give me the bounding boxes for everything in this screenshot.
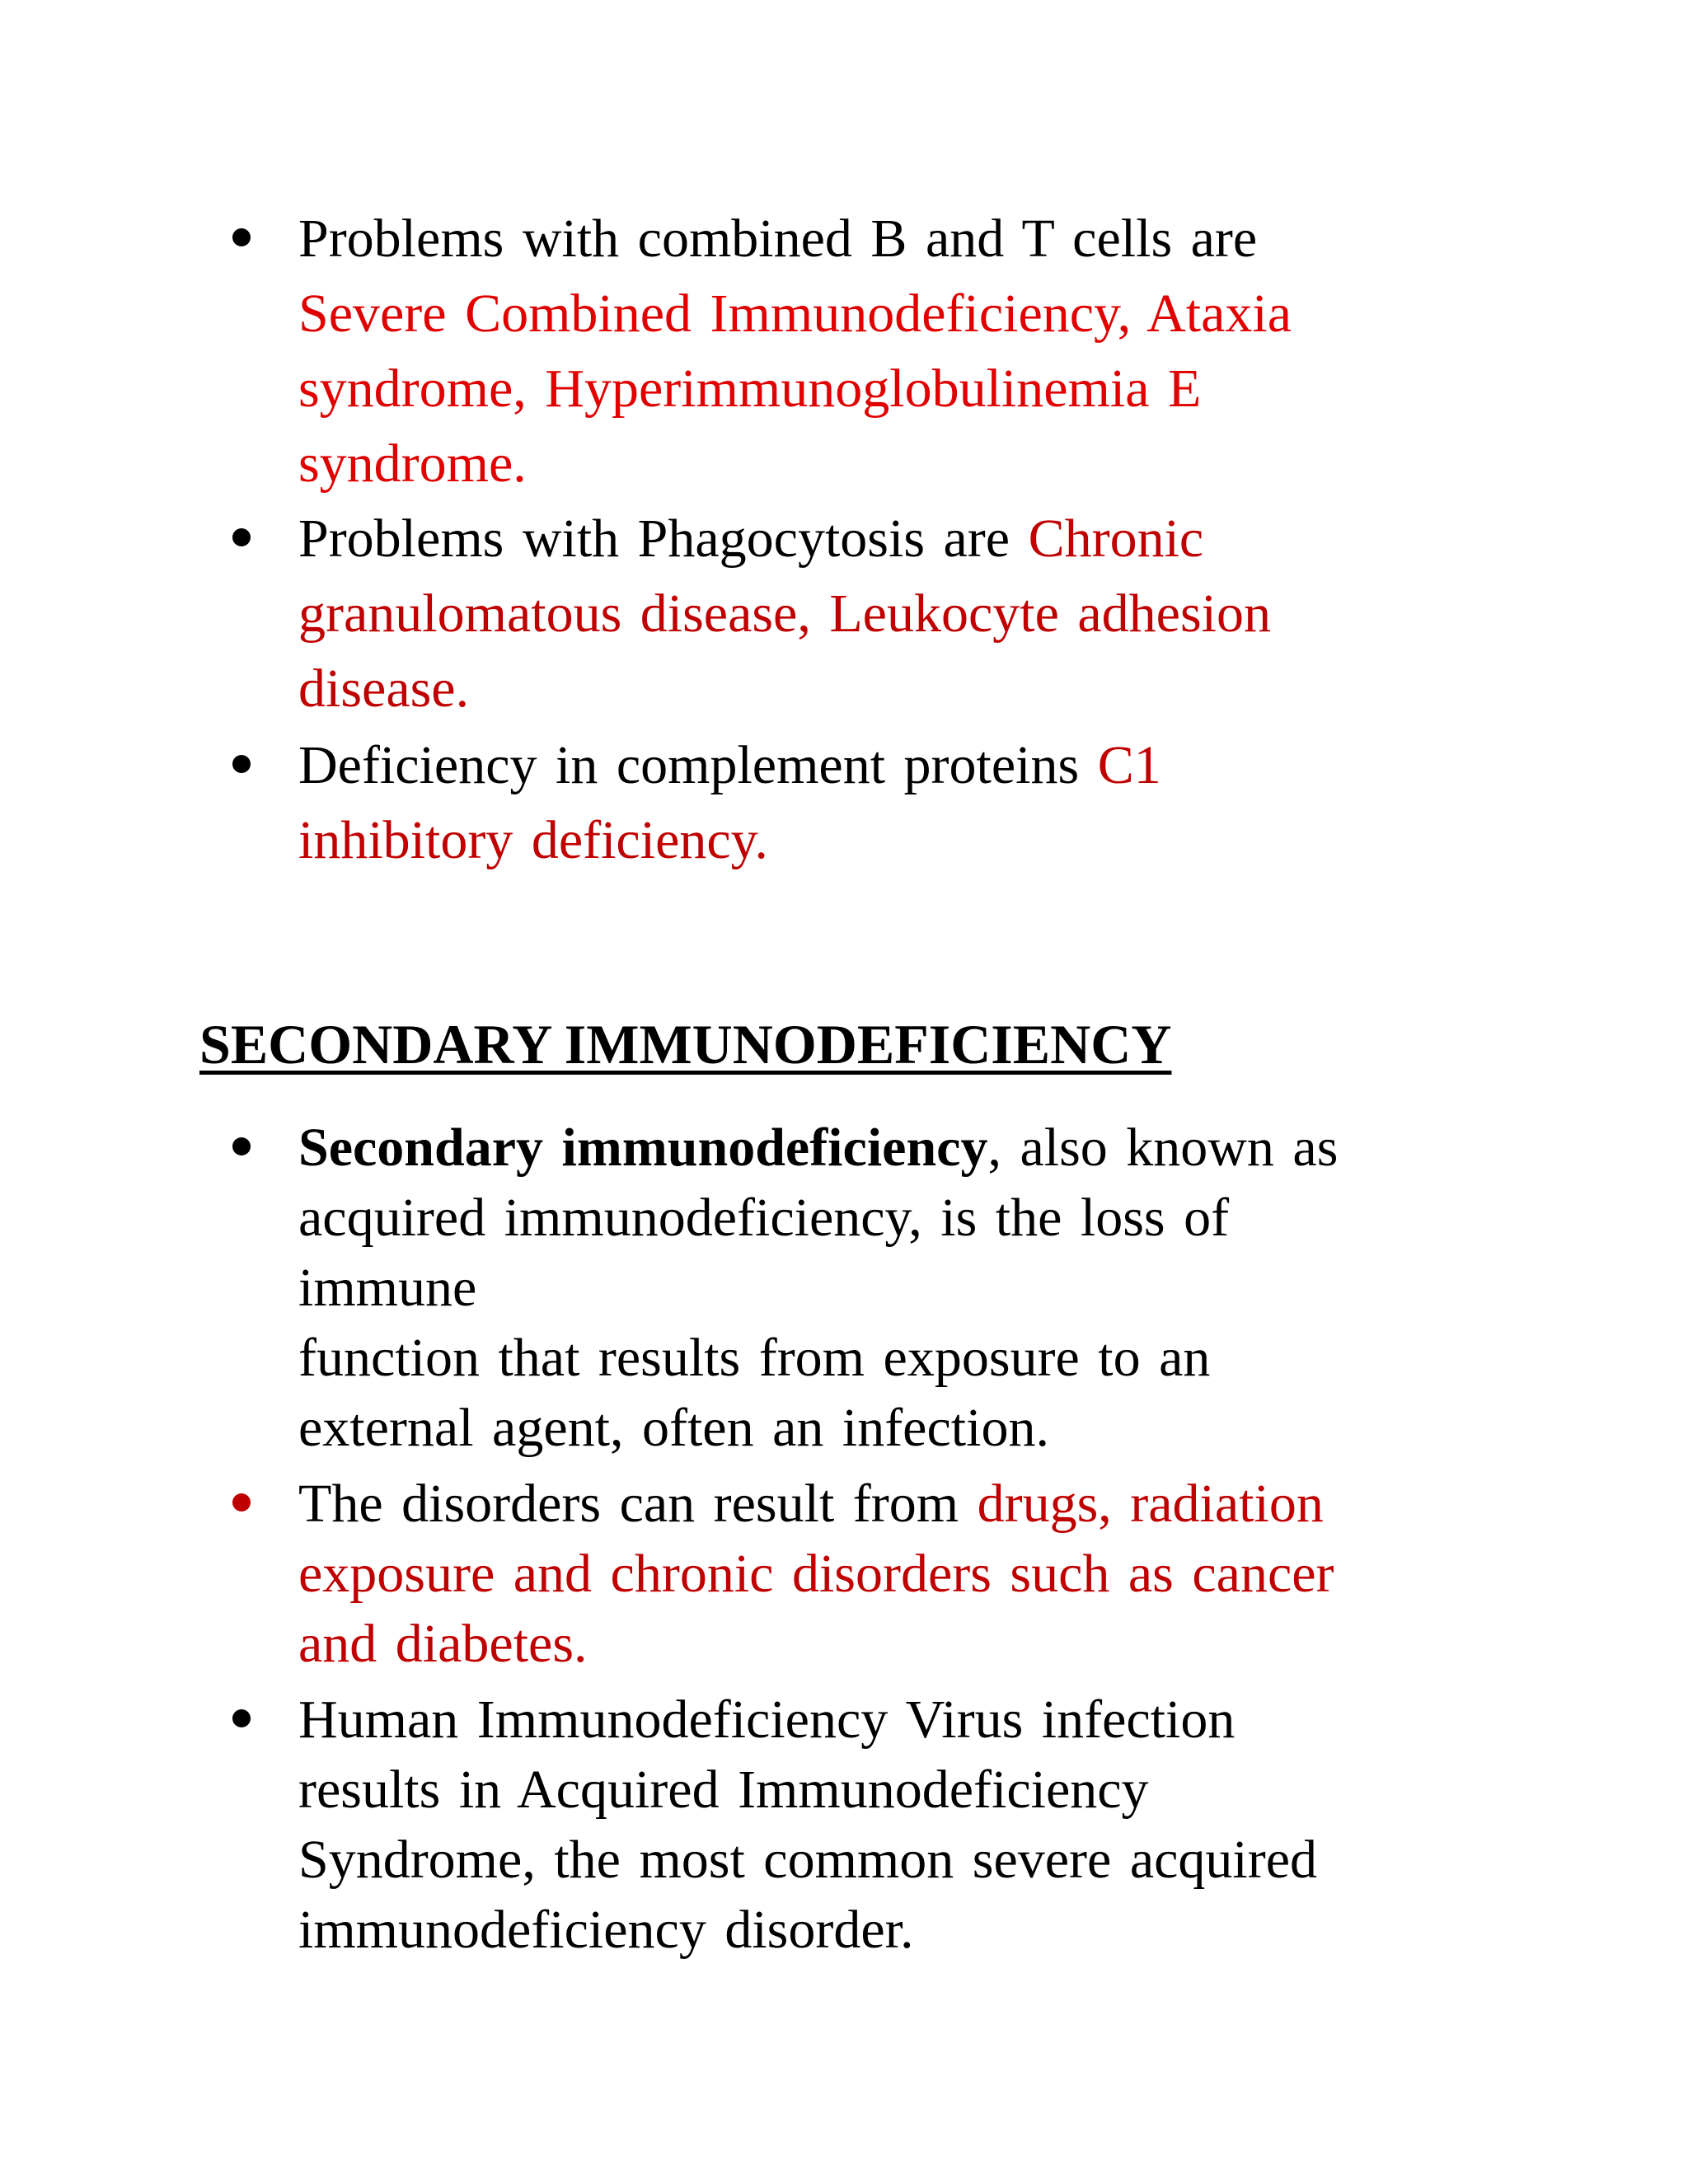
list-item-line: Severe Combined Immunodeficiency, Ataxia [298, 284, 1292, 344]
list-item-line [298, 1469, 1523, 1539]
list-item-line: Syndrome, the most common severe acquired [298, 1830, 1318, 1890]
list-item-line: and diabetes. [298, 1614, 588, 1674]
list-item-lead: Problems with Phagocytosis are [298, 509, 1029, 569]
list-item-line: syndrome, Hyperimmunoglobulinemia E [298, 359, 1202, 419]
list-item-line [298, 1113, 1523, 1183]
list-item-highlight: Chronic [1028, 509, 1204, 569]
list-item-line: immunodeficiency disorder. [298, 1900, 914, 1960]
list-item [0, 201, 1688, 501]
bullet-icon [232, 1709, 251, 1727]
list-item-line: results in Acquired Immunodeficiency [298, 1760, 1149, 1820]
list-item-line: exposure and chronic disorders such as cancer [298, 1544, 1334, 1604]
list-item-highlight: drugs, radiation [977, 1474, 1324, 1534]
bullet-icon [232, 528, 251, 546]
list-item-line: immune [298, 1258, 477, 1318]
list-item-rest: , also known as [987, 1118, 1339, 1178]
list-item-line [298, 501, 1523, 576]
list-item-lead: The disorders can result from [298, 1474, 978, 1534]
list-item-line: syndrome. [298, 434, 527, 494]
list-item-line: acquired immunodeficiency, is the loss of [298, 1188, 1230, 1248]
list-item-line: inhibitory deficiency. [298, 810, 768, 870]
bullet-icon [232, 228, 251, 246]
list-item [0, 1469, 1688, 1685]
list-item-line: Human Immunodeficiency Virus infection [298, 1690, 1236, 1750]
list-item [0, 1685, 1688, 1969]
list-item-line [298, 728, 1523, 803]
bullet-icon [232, 755, 251, 773]
primary-immunodeficiency-list [0, 201, 1688, 880]
section-heading: SECONDARY IMMUNODEFICIENCY [199, 1013, 1172, 1076]
secondary-immunodeficiency-list [0, 1113, 1688, 1969]
list-item-lead: Deficiency in complement proteins [298, 735, 1098, 795]
list-item-line: external agent, often an infection. [298, 1398, 1049, 1458]
list-item-line: granulomatous disease, Leukocyte adhesion [298, 583, 1271, 644]
list-item-line: function that results from exposure to an [298, 1328, 1211, 1388]
list-item [0, 1113, 1688, 1469]
list-item-line: disease. [298, 658, 470, 719]
list-item-highlight: C1 [1097, 735, 1161, 795]
bullet-icon [232, 1493, 251, 1511]
bullet-icon [232, 1137, 251, 1155]
list-item [0, 728, 1688, 880]
list-item-line: Problems with combined B and T cells are [298, 209, 1258, 269]
term-bold: Secondary immunodeficiency [298, 1118, 988, 1178]
list-item [0, 501, 1688, 728]
